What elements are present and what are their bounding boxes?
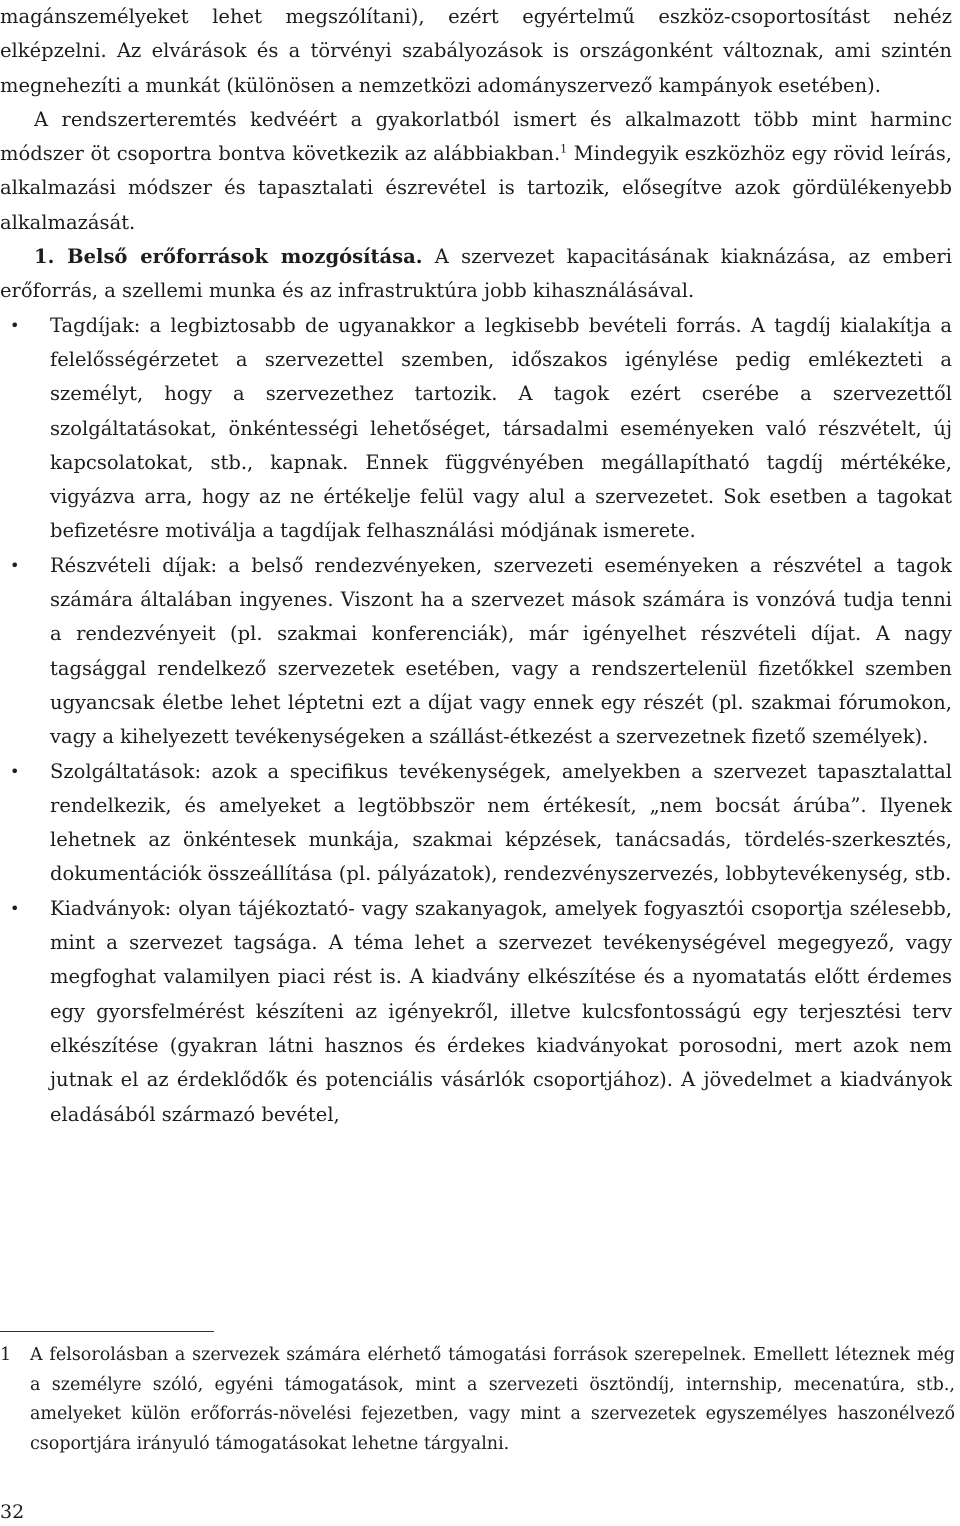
list-item-text: Kiadványok: olyan tájékoztató- vagy szakanyagok, amelyek fogyasztói csoportja szélesebb, mint a szervezet tagsága. A téma lehet a szervezet tevékenységével megegyező, vagy megfoghat valamilyen piaci rést is. A kiadvány elkészítése és a nyomatatás előtt érdemes egy gyorsfelmérést készíteni az igényekről, illetve kulcsfontosságú egy terjesztési terv elkészítése (gyakran látni hasznos és érdekes kiadványokat porosodni, mert azok nem jutnak el az érdeklődők és potenciális vásárlók csoportjához). A jövedelmet a kiadványok eladásából származó bevétel, (50, 896, 952, 1126)
list-item-text: Részvételi díjak: a belső rendezvényeken, szervezeti eseményeken a részvétel a tagok számára általában ingyenes. Viszont ha a szervezet mások számára is vonzóvá tudja tenni a rendezvényeit (pl. szakmai konferenciák), már igényelhet részvételi díjat. A nagy tagsággal rendelkező szervezetek esetében, vagy a rendszertelenül fizetőkkel szemben ugyancsak életbe lehet léptetni ezt a díjat vagy ennek egy részét (pl. szakmai fórumokon, vagy a kihelyezett tevékenységeken a szállást-étkezést a szervezetnek fizető személyek). (50, 553, 952, 749)
section-heading: 1. Belső erőforrások mozgósítása. (34, 245, 423, 269)
footnote-text: A felsorolásban a szervezek számára elérhető támogatási források szerepelnek. Emellett léteznek még a személyre szóló, egyéni támogatások, mint a szervezeti ösztöndíj, internship, mecenatúra, stb., amelyeket külön erőforrás-növelési fejezetben, vagy mint a szervezetek egyszemélyes haszonélvező csoportjára irányuló támogatásokat lehetne tárgyalni. (30, 1345, 955, 1454)
paragraph-intro-text: A rendszerteremtés kedvéért a gyakorlatból ismert és alkalmazott több mint harminc módszer öt csoportra bontva következik az alábbiakban. (0, 107, 952, 166)
bullet-icon: • (10, 555, 20, 575)
footnote (0, 1341, 955, 1459)
page-number: 32 (0, 1501, 25, 1523)
list-item-text: Szolgáltatások: azok a specifikus tevékenységek, amelyekben a szervezet tapasztalattal rendelkezik, és amelyeket a legtöbbször nem értékesít, „nem bocsát árúba”. Ilyenek lehetnek az önkéntesek munkája, szakmai képzések, tanácsadás, tördelés-szerkesztés, dokumentációk összeállítása (pl. pályázatok), rendezvényszervezés, lobbytevékenység, stb. (50, 759, 952, 886)
bullet-icon: • (10, 898, 20, 918)
footnote-number: 1 (0, 1345, 12, 1365)
bullet-list (0, 309, 960, 1132)
list-item (0, 549, 960, 755)
list-item (0, 309, 960, 549)
footnote-reference[interactable]: 1 (560, 142, 568, 156)
paragraph-continuation: magánszemélyeket lehet megszólítani), ezért egyértelmű eszköz-csoportosítást nehéz elképzelni. Az elvárások és a törvényi szabályozások is országonként változnak, ami szintén megnehezíti a munkát (különösen a nemzetközi adományszervező kampányok esetében). (0, 5, 952, 97)
paragraph-intro-text-continued: Mindegyik eszközhöz egy rövid leírás, alkalmazási módszer és tapasztalati észrevétel is tartozik, elősegítve azok gördülékenyebb alkalmazását. (0, 142, 952, 234)
list-item-text: Tagdíjak: a legbiztosabb de ugyanakkor a legkisebb bevételi forrás. A tagdíj kialakítja a felelősségérzetet a szervezettel szemben, időszakos igénylése pedig emlékezteti a személyt, hogy a szervezethez tartozik. A tagok ezért cserébe a szervezettől szolgáltatásokat, önkéntességi lehetőséget, társadalmi eseményeken való részvételt, új kapcsolatokat, stb., kapnak. Ennek függvényében megállapítható tagdíj mértékéke, vigyázva arra, hogy az ne értékelje felül vagy alul a szervezetet. Sok esetben a tagokat befizetésre motiválja a tagdíjak felhasználási módjának ismerete. (50, 313, 952, 543)
paragraph-intro (0, 103, 960, 240)
list-item (0, 755, 960, 892)
list-item (0, 892, 960, 1132)
bullet-icon: • (10, 315, 20, 335)
section-paragraph (0, 240, 960, 309)
footnote-divider (0, 1331, 214, 1332)
bullet-icon: • (10, 761, 20, 781)
section-description: A szervezet kapacitásának kiaknázása, az emberi erőforrás, a szellemi munka és az infrastruktúra jobb kihasználásával. (0, 245, 952, 303)
